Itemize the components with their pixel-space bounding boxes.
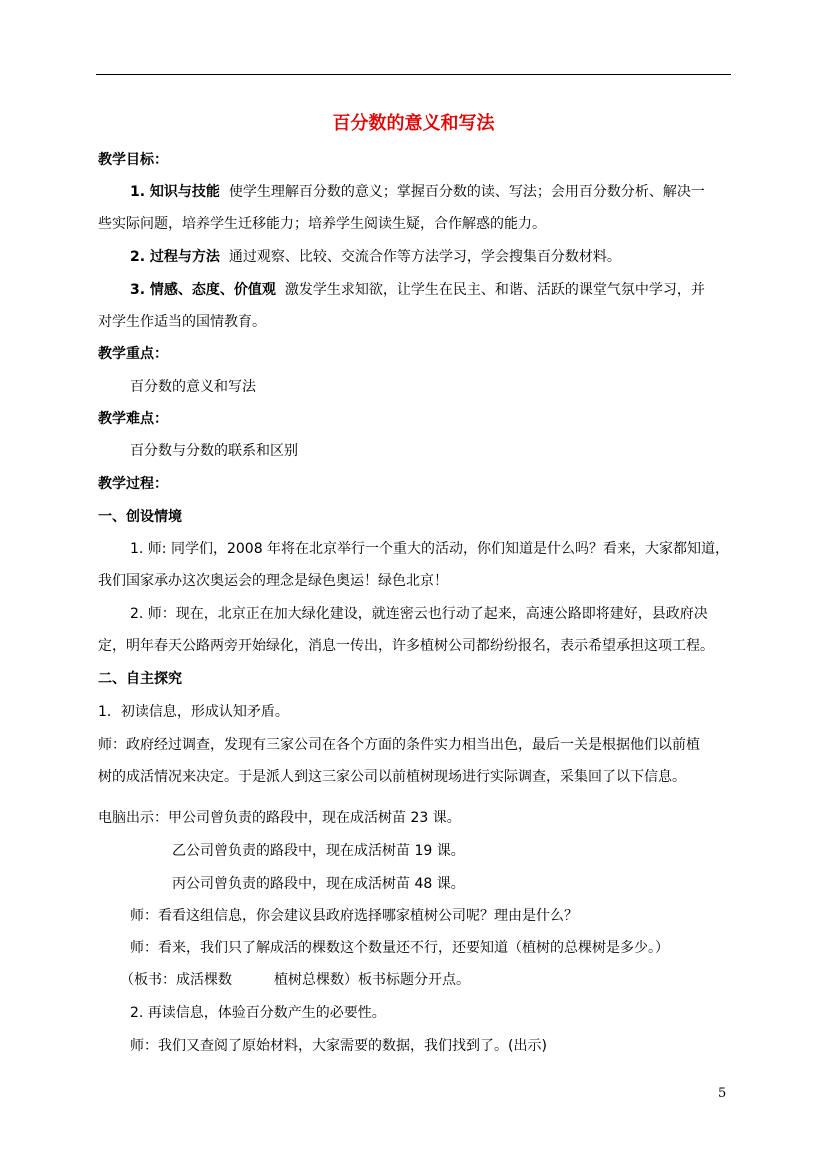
goal-1-continuation: 些实际问题，培养学生迁移能力；培养学生阅读生疑，合作解惑的能力。 xyxy=(98,216,546,232)
info-line-2: 乙公司曾负责的路段中，现在成活树苗 19 课。 xyxy=(172,843,465,859)
question-2: 师：看来，我们只了解成活的棵数这个数量还不行，还要知道（植树的总棵树是多少。） xyxy=(130,940,669,956)
section-1-heading: 一、创设情境 xyxy=(98,509,182,525)
info-line-3: 丙公司曾负责的路段中，现在成活树苗 48 课。 xyxy=(172,876,465,892)
section-2-heading: 二、自主探究 xyxy=(98,671,182,687)
goal-1-label: 1. 知识与技能 xyxy=(130,184,220,200)
key-text: 百分数的意义和写法 xyxy=(130,379,256,395)
goals-heading: 教学目标： xyxy=(98,152,168,168)
paragraph-2-line-1: 2. 师：现在，北京正在加大绿化建设，就连密云也行动了起来，高速公路即将建好，县政府决 xyxy=(130,606,708,622)
step-1: 1．初读信息，形成认知矛盾。 xyxy=(98,704,289,720)
paragraph-1-line-1: 1. 师: 同学们，2008 年将在北京举行一个重大的活动，你们知道是什么吗？看来，大家都知道， xyxy=(130,541,730,557)
paragraph-3-line-2: 树的成活情况来决定。于是派人到这三家公司以前植树现场进行实际调查，采集回了以下信息。 xyxy=(98,769,686,785)
goal-3-line xyxy=(130,280,705,300)
page-number: 5 xyxy=(718,1086,727,1101)
question-1: 师：看看这组信息，你会建议县政府选择哪家植树公司呢？理由是什么？ xyxy=(130,908,578,924)
difficulty-heading: 教学难点： xyxy=(98,411,168,427)
board-note: （板书：成活棵数 植树总棵数）板书标题分开点。 xyxy=(120,972,470,988)
difficulty-text: 百分数与分数的联系和区别 xyxy=(130,443,298,459)
goal-1-text: 使学生理解百分数的意义；掌握百分数的读、写法；会用百分数分析、解决一 xyxy=(228,184,705,200)
paragraph-2-line-2: 定，明年春天公路两旁开始绿化，消息一传出，许多植树公司都纷纷报名，表示希望承担这项工程。 xyxy=(98,638,714,654)
goal-3-label: 3. 情感、态度、价值观 xyxy=(130,282,276,298)
goal-2-label: 2. 过程与方法 xyxy=(130,249,220,265)
page-title: 百分数的意义和写法 xyxy=(332,113,495,134)
header-rule xyxy=(96,74,731,75)
goal-2-text: 通过观察、比较、交流合作等方法学习，学会搜集百分数材料。 xyxy=(228,249,621,265)
goal-2-line xyxy=(130,247,621,267)
question-3: 师：我们又查阅了原始材料，大家需要的数据，我们找到了。(出示) xyxy=(130,1038,547,1054)
info-line-1: 电脑出示：甲公司曾负责的路段中，现在成活树苗 23 课。 xyxy=(98,810,461,826)
goal-3-text: 激发学生求知欲，让学生在民主、和谐、活跃的课堂气氛中学习，并 xyxy=(284,282,705,298)
goal-3-continuation: 对学生作适当的国情教育。 xyxy=(98,314,266,330)
goal-1-line xyxy=(130,182,705,202)
paragraph-1-line-2: 我们国家承办这次奥运会的理念是绿色奥运！绿色北京！ xyxy=(98,573,448,589)
step-2: 2. 再读信息，体验百分数产生的必要性。 xyxy=(130,1005,386,1021)
paragraph-3-line-1: 师：政府经过调查，发现有三家公司在各个方面的条件实力相当出色，最后一关是根据他们以前植 xyxy=(98,737,700,753)
process-heading: 教学过程： xyxy=(98,476,168,492)
key-heading: 教学重点： xyxy=(98,346,168,362)
